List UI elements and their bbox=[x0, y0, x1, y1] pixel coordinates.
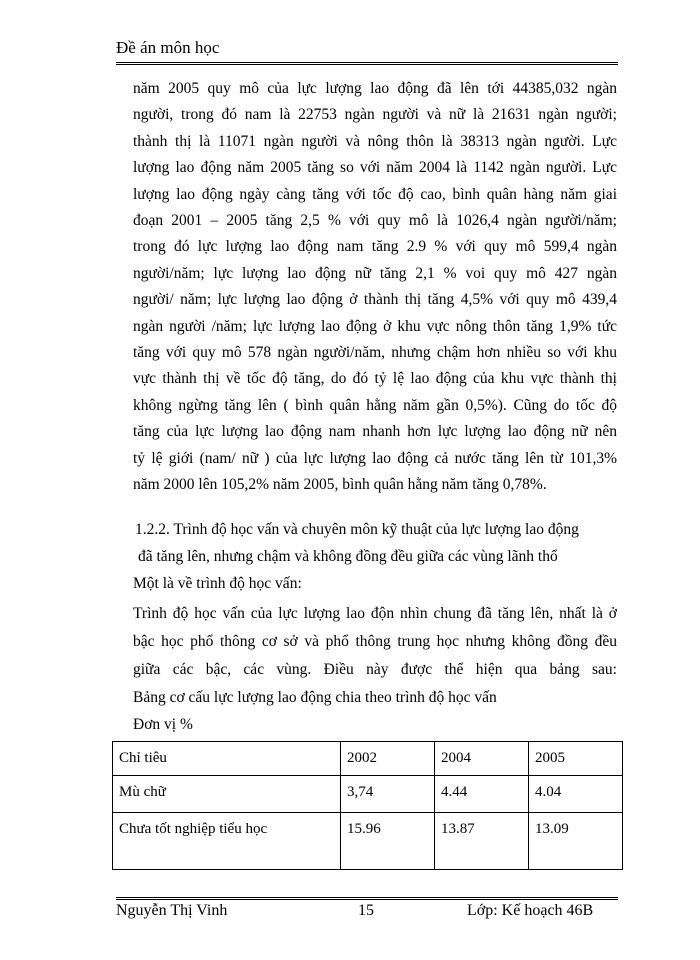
text-line: vực thành thị về tốc độ tăng, do đó tỷ lệ lao động của khu vực thành thị bbox=[133, 370, 617, 388]
table-cell: 4.44 bbox=[435, 776, 529, 813]
footer-author: Nguyễn Thị Vinh bbox=[116, 902, 228, 919]
text-line: người, trong đó nam là 22753 ngàn người và nữ là 21631 ngàn người; bbox=[133, 106, 617, 124]
footer-class: Lớp: Kế hoạch 46B bbox=[467, 902, 594, 919]
text-line: tăng với quy mô 578 ngàn người/năm, nhưng chậm hơn nhiều so với khu bbox=[133, 344, 617, 362]
text-line: Trình độ học vấn của lực lượng lao độn nhìn chung đã tăng lên, nhất là ở bbox=[133, 605, 617, 622]
table-header-row bbox=[113, 742, 623, 776]
text-line: giữa các bậc, các vùng. Điều này được thể hiện qua bảng sau: bbox=[133, 661, 617, 678]
section-heading-line-1: 1.2.2. Trình độ học vấn và chuyên môn kỹ thuật của lực lượng lao động bbox=[135, 521, 579, 538]
education-table bbox=[112, 741, 623, 870]
text-line: ngàn người /năm; lực lượng lao động ở khu vực nông thôn tăng 1,9% tức bbox=[133, 317, 617, 335]
table-row bbox=[113, 813, 623, 870]
text-line: tăng của lực lượng lao động nam nhanh hơn lực lượng lao động nữ nên bbox=[133, 423, 617, 441]
text-line: đoạn 2001 – 2005 tăng 2,5 % với quy mô là 1026,4 ngàn người/năm; bbox=[133, 212, 617, 230]
table-cell: 15.96 bbox=[341, 813, 435, 870]
section-heading-line-2: đã tăng lên, nhưng chậm và không đồng đều giữa các vùng lãnh thổ bbox=[138, 548, 558, 565]
table-header-cell: 2004 bbox=[435, 742, 529, 776]
header-title: Đề án môn học bbox=[116, 38, 220, 57]
text-line: người/năm; lực lượng lao động nữ tăng 2,1 % voi quy mô 427 ngàn bbox=[133, 264, 617, 282]
table-cell: Chưa tốt nghiệp tiểu học bbox=[113, 813, 341, 870]
text-line: người/ năm; lực lượng lao động ở thành thị tăng 4,5% với quy mô 439,4 bbox=[133, 291, 617, 309]
text-line: trong đó lực lượng lao động nam tăng 2.9 % với quy mô 599,4 ngàn bbox=[133, 238, 617, 256]
text-line: thành thị là 11071 ngàn người và nông thôn là 38313 ngàn người. Lực bbox=[133, 132, 617, 150]
text-line: năm 2000 lên 105,2% năm 2005, bình quân hằng năm tăng 0,78%. bbox=[133, 476, 547, 494]
paragraph-workforce-growth bbox=[133, 76, 617, 499]
table-header-cell: 2005 bbox=[529, 742, 623, 776]
unit-label: Đơn vị % bbox=[133, 716, 193, 733]
table-cell: 3,74 bbox=[341, 776, 435, 813]
table-cell: 4.04 bbox=[529, 776, 623, 813]
text-line: lượng lao động năm 2005 tăng so với năm 2004 là 1142 ngàn người. Lực bbox=[133, 159, 617, 177]
text-line: tỷ lệ giới (nam/ nữ ) của lực lượng lao động cả nước tăng lên từ 101,3% bbox=[133, 449, 617, 467]
footer-divider bbox=[116, 897, 618, 900]
text-line: lượng lao động ngày càng tăng với tốc độ cao, bình quân hàng năm giai bbox=[133, 185, 617, 203]
header-divider bbox=[116, 62, 618, 65]
table-header-cell: Chỉ tiêu bbox=[113, 742, 341, 776]
text-line: bậc học phổ thông cơ sở và phổ thông trung học nhưng không đồng đều bbox=[133, 633, 617, 650]
table-cell: 13.09 bbox=[529, 813, 623, 870]
table-row bbox=[113, 776, 623, 813]
table-header-cell: 2002 bbox=[341, 742, 435, 776]
text-line: không ngừng tăng lên ( bình quân hằng năm gần 0,5%). Cũng do tốc độ bbox=[133, 396, 617, 414]
subheading: Một là về trình độ học vấn: bbox=[133, 575, 302, 592]
table-caption: Bảng cơ cấu lực lượng lao động chia theo trình độ học vấn bbox=[133, 689, 497, 706]
text-line: năm 2005 quy mô của lực lượng lao động đã lên tới 44385,032 ngàn bbox=[133, 80, 617, 97]
table-cell: Mù chữ bbox=[113, 776, 341, 813]
page-number: 15 bbox=[358, 902, 374, 919]
paragraph-education-level bbox=[133, 600, 617, 712]
table-cell: 13.87 bbox=[435, 813, 529, 870]
